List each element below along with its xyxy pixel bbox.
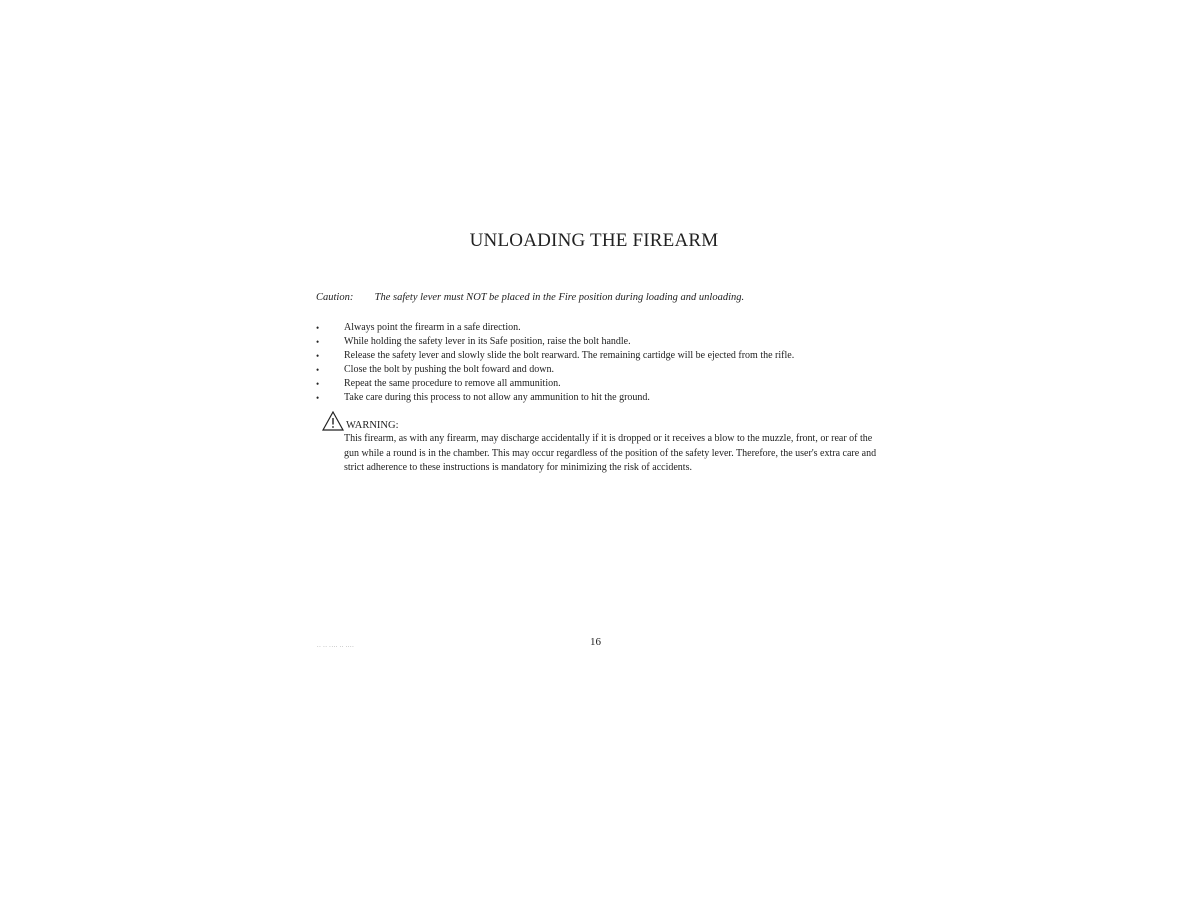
warning-text: This firearm, as with any firearm, may discharge accidentally if it is dropped or it receives a blow to the muzzle, front, or rear of the gun while a round is in the chamber. This may occur regardless of the position of the safety lever. Therefore, the user's extra care and strict adherence to these instructions is mandatory for minimizing the risk of accidents.	[344, 433, 877, 473]
caution-note	[316, 292, 744, 303]
list-item	[316, 391, 794, 405]
bullet-icon: •	[316, 351, 320, 361]
step-text: Take care during this process to not allow any ammunition to hit the ground.	[344, 392, 650, 403]
page-number: 16	[590, 636, 601, 648]
warning-label: WARNING:	[346, 420, 399, 431]
bullet-icon: •	[316, 379, 320, 389]
list-item	[316, 349, 794, 363]
bullet-icon: •	[316, 337, 320, 347]
bullet-icon: •	[316, 393, 320, 403]
step-text: Close the bolt by pushing the bolt foward and down.	[344, 364, 554, 375]
warning-triangle-icon	[322, 411, 344, 431]
warning-heading	[322, 411, 399, 431]
page-title: UNLOADING THE FIREARM	[469, 230, 719, 251]
list-item	[316, 321, 794, 335]
step-text: Always point the firearm in a safe direction.	[344, 322, 521, 333]
caution-label: Caution:	[316, 292, 354, 303]
list-item	[316, 335, 794, 349]
list-item	[316, 363, 794, 377]
step-text: While holding the safety lever in its Safe position, raise the bolt handle.	[344, 336, 631, 347]
list-item	[316, 377, 794, 391]
step-text: Repeat the same procedure to remove all ammunition.	[344, 378, 561, 389]
unloading-steps-list	[316, 321, 794, 405]
step-text: Release the safety lever and slowly slide the bolt rearward. The remaining cartidge will be ejected from the rifle.	[344, 350, 795, 361]
bullet-icon: •	[316, 365, 320, 375]
bullet-icon: •	[316, 323, 320, 333]
caution-text: The safety lever must NOT be placed in the Fire position during loading and unloading.	[374, 292, 745, 303]
footer-code: ·· ·· ···· ·· ····	[317, 645, 355, 650]
